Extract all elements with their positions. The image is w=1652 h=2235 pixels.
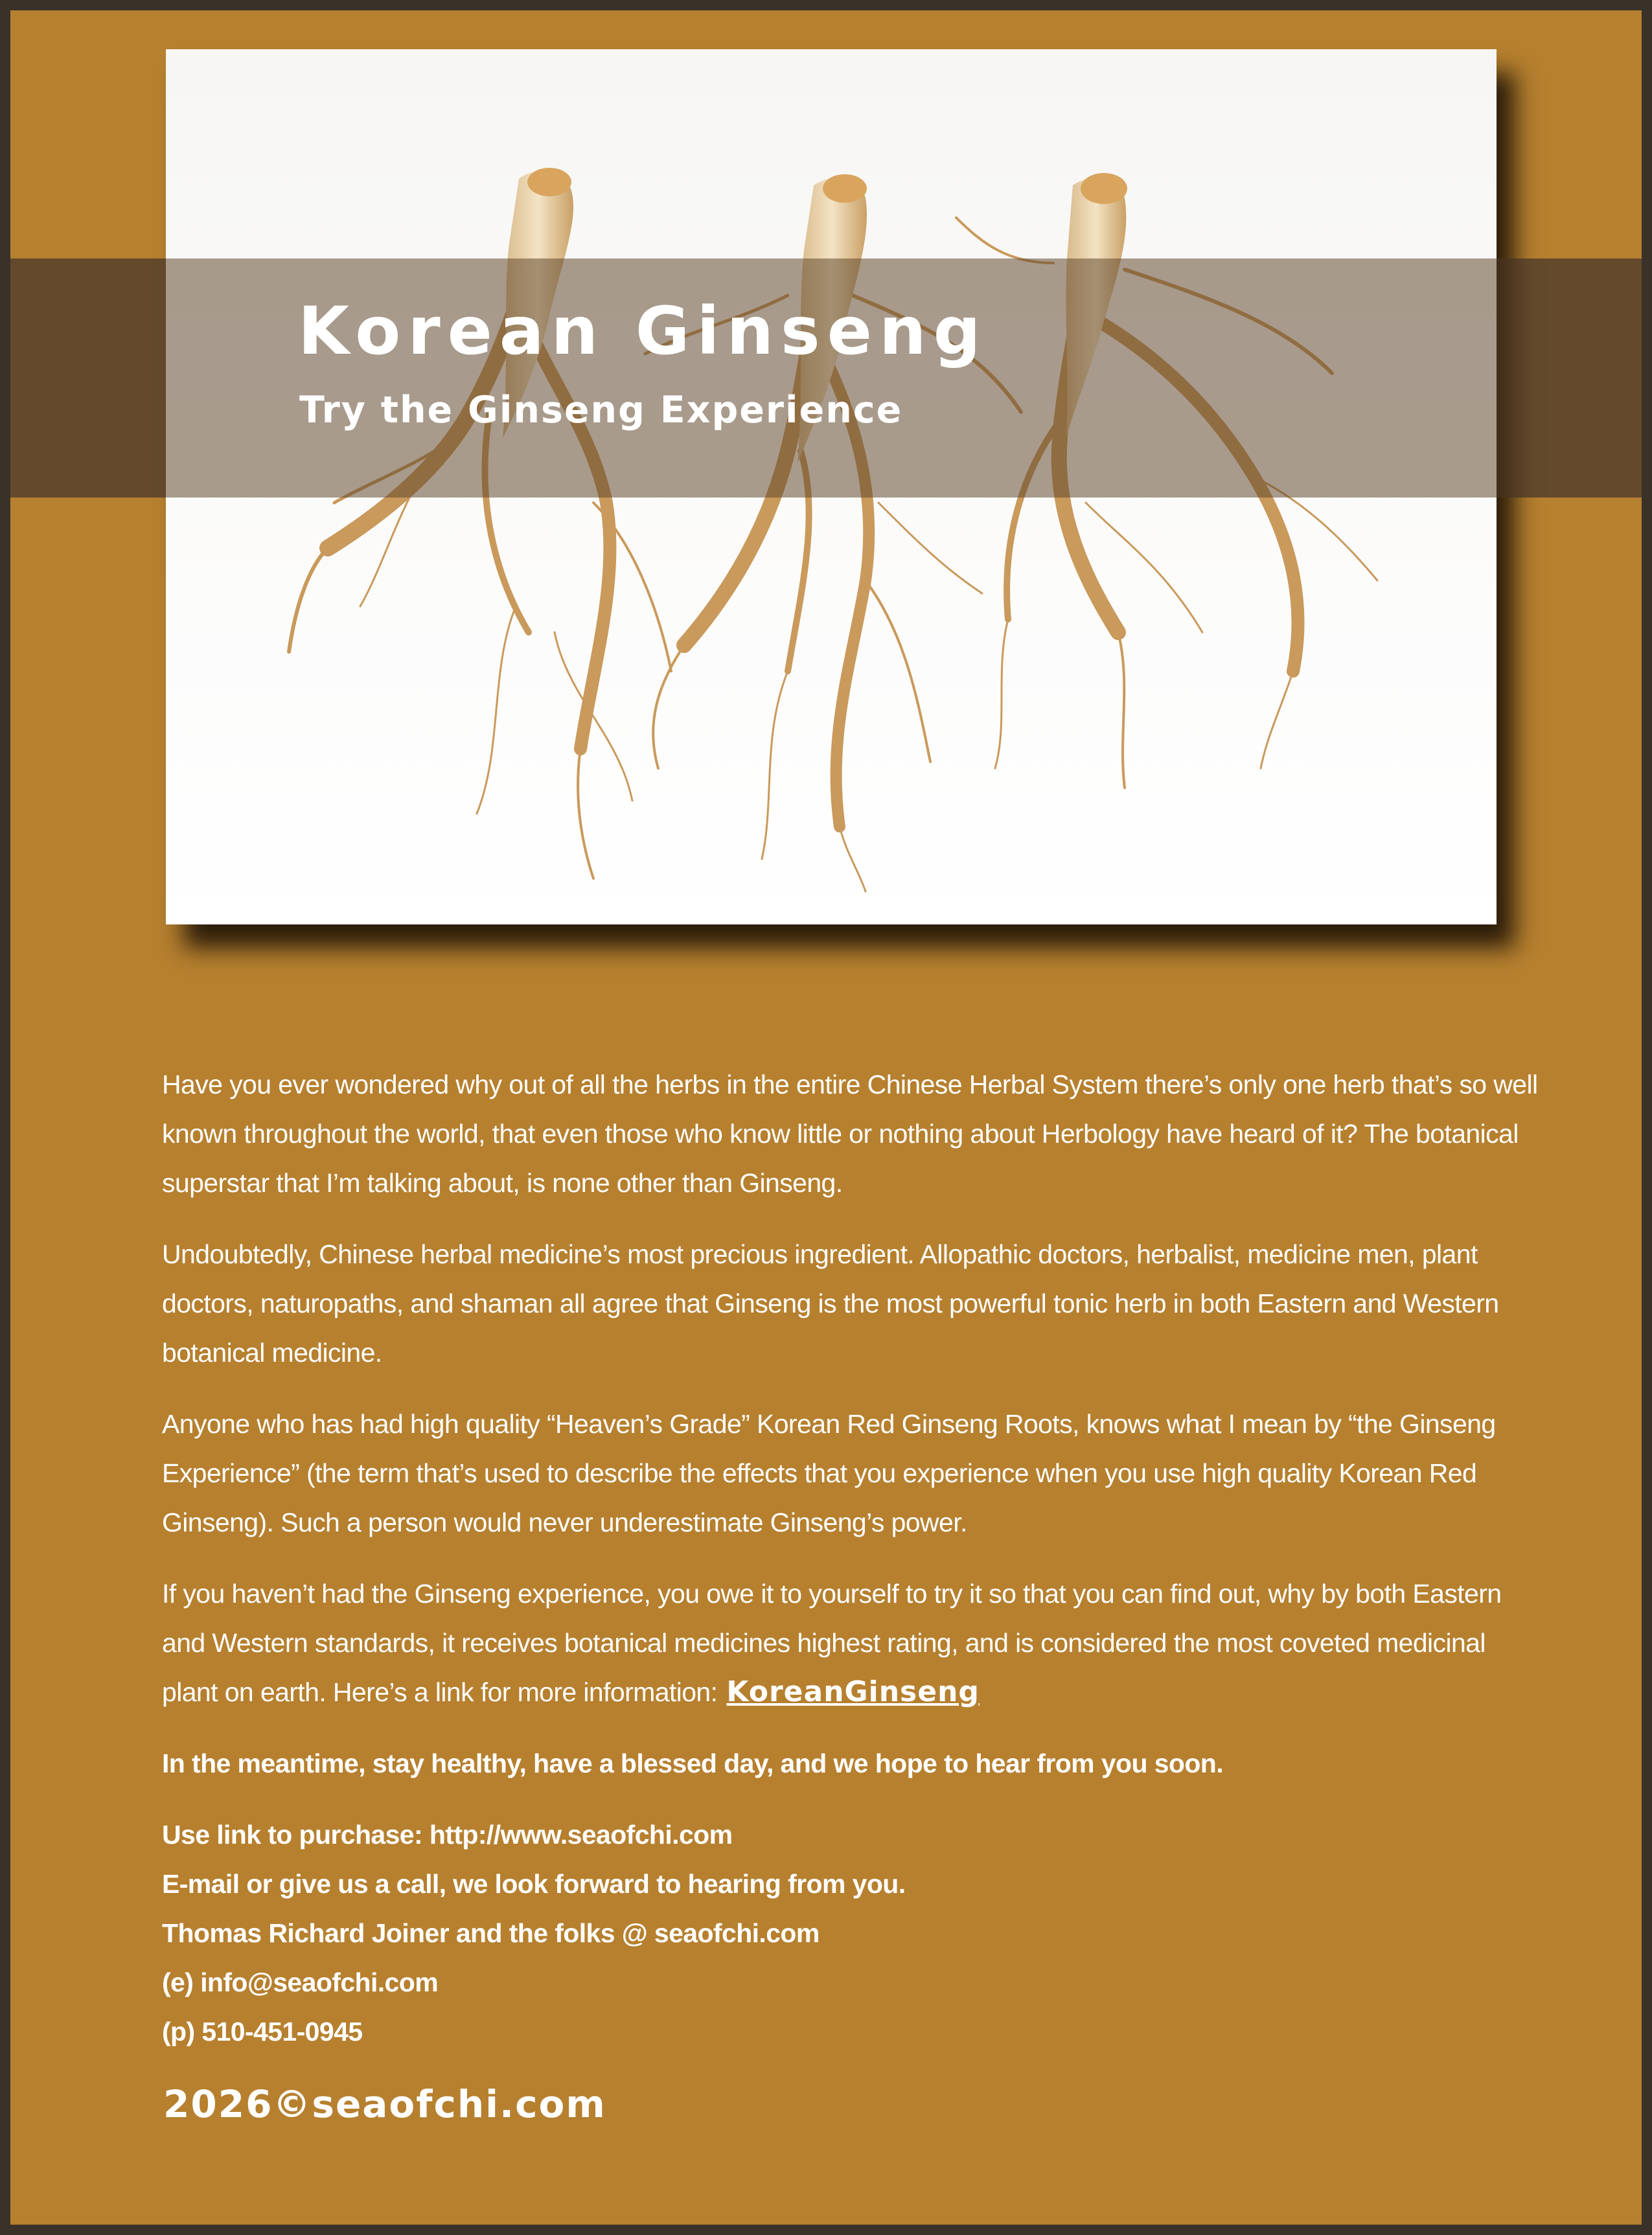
page-title: Korean Ginseng (298, 293, 988, 370)
paragraph-3: Anyone who has had high quality “Heaven’s Grade” Korean Red Ginseng Roots, knows what I mean by “the Ginseng Experience” (the term that’s used to describe the effects that you experience when you use high quality Korean Red Ginseng). Such a person would never underestimate Ginseng’s power. (162, 1409, 1496, 1537)
article-body (162, 1060, 1542, 2056)
paragraph-4 (162, 1569, 1542, 1717)
phone-line[interactable]: (p) 510-451-0945 (162, 2017, 363, 2046)
paragraph-4-text: If you haven’t had the Ginseng experience, you owe it to yourself to try it so that you can find out, why by both Eastern and Western standards, it receives botanical medicines highest rating, and is considered the most coveted medicinal plant on earth. Here’s a link for more information: (162, 1579, 1502, 1707)
paragraph-2: Undoubtedly, Chinese herbal medicine’s most precious ingredient. Allopathic doctors, herbalist, medicine men, plant doctors, naturopaths, and shaman all agree that Ginseng is the most powerful tonic herb in both Eastern and Western botanical medicine. (162, 1239, 1499, 1368)
page-subtitle: Try the Ginseng Experience (299, 389, 903, 431)
closing-line: In the meantime, stay healthy, have a blessed day, and we hope to hear from you soon. (162, 1748, 1224, 1778)
copyright-footer: 2026©seaofchi.com (163, 2082, 606, 2126)
signature-line: Thomas Richard Joiner and the folks @ seaofchi.com (162, 1918, 820, 1948)
invite-line: E-mail or give us a call, we look forward to hearing from you. (162, 1869, 906, 1899)
contact-block (162, 1810, 1542, 2056)
korean-ginseng-link[interactable]: KoreanGinseng (726, 1675, 980, 1708)
purchase-line[interactable]: Use link to purchase: http://www.seaofchi.com (162, 1820, 733, 1850)
email-line[interactable]: (e) info@seaofchi.com (162, 1967, 439, 1997)
paragraph-1: Have you ever wondered why out of all the herbs in the entire Chinese Herbal System there’s only one herb that’s so well known throughout the world, that even those who know little or nothing about Herbology have heard of it? The botanical superstar that I’m talking about, is none other than Ginseng. (162, 1070, 1538, 1198)
